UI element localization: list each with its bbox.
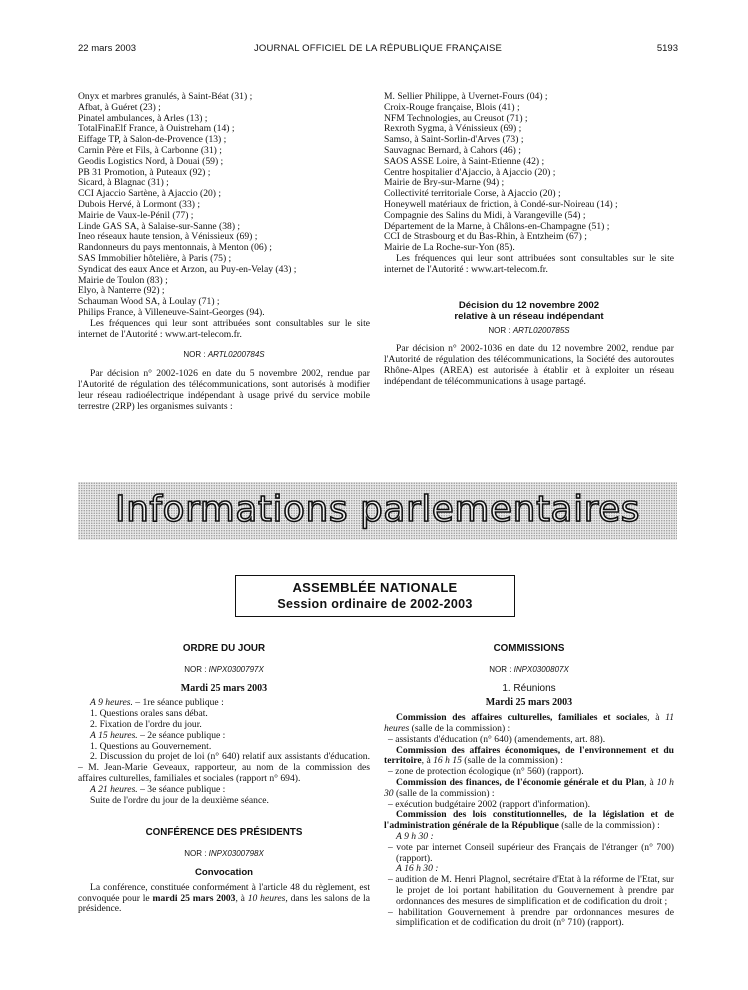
commission-item: – vote par internet Conseil supérieur des Français de l'étranger (n° 700) (rapport). <box>388 841 674 864</box>
nor-reference: NOR : INPX0300807X <box>489 664 569 674</box>
commission-entry: Commission des lois constitutionnelles, de la législation et de l'administration générale de la République (salle de la commission) : <box>384 809 674 832</box>
banner-title: Informations parlementaires <box>114 489 641 530</box>
nor-reference: NOR : ARTL0200784S <box>183 350 265 360</box>
subheading: Convocation <box>194 866 254 878</box>
session-title: Session ordinaire de 2002-2003 <box>277 597 473 611</box>
decision-text: Par décision n° 2002-1036 en date du 12 novembre 2002, rendue par l'Autorité de régulation des télécommunications, la Société des autoroutes Rhône-Alpes (AREA) est autorisée à établir et à exploiter un réseau indépendant de télécommunications à usage partagé. <box>384 343 674 387</box>
sitting-2: A 15 heures. – 2e séance publique : <box>90 729 226 741</box>
list-entry: Rexroth Sygma, à Vénissieux (69) ; <box>384 124 522 135</box>
commission-item: – exécution budgétaire 2002 (rapport d'information). <box>388 798 591 810</box>
ordre-du-jour <box>78 640 370 915</box>
agenda-item: Suite de l'ordre du jour de la deuxième séance. <box>90 794 269 806</box>
list-entry: Carnin Père et Fils, à Carbonne (31) ; <box>78 145 222 156</box>
decision-title: Décision du 12 novembre 2002 relative à un réseau indépendant <box>454 299 604 322</box>
list-entry: Compagnie des Salins du Midi, à Varangeville (54) ; <box>384 210 586 221</box>
section-heading: ORDRE DU JOUR <box>182 643 266 654</box>
list-entry: Eiffage TP, à Salon-de-Provence (13) ; <box>78 135 227 146</box>
list-entry: Sauvagnac Bernard, à Cahors (46) ; <box>384 145 521 156</box>
agenda-item: 1. Questions orales sans débat. <box>90 708 208 720</box>
list-entry: Mairie de Bry-sur-Marne (94) ; <box>384 178 505 189</box>
sitting-3: A 21 heures. – 3e séance publique : <box>90 783 226 795</box>
commission-entry: Commission des finances, de l'économie générale et du Plan, à 10 h 30 (salle de la commission) : <box>384 776 674 799</box>
list-entry: Elyo, à Nanterre (92) ; <box>78 286 165 297</box>
list-entry: CCI de Strasbourg et du Bas-Rhin, à Entzheim (67) ; <box>384 232 587 243</box>
list-entry: NFM Technologies, au Creusot (71) ; <box>384 113 528 124</box>
commission-item: – assistants d'éducation (n° 640) (amendements, art. 88). <box>388 733 606 745</box>
list-entry: Collectivité territoriale Corse, à Ajaccio (20) ; <box>384 189 561 200</box>
nor-reference: NOR : INPX0300797X <box>184 664 264 674</box>
journal-title: JOURNAL OFFICIEL DE LA RÉPUBLIQUE FRANÇAISE <box>253 43 503 54</box>
commission-item: – audition de M. Henri Plagnol, secrétaire d'Etat à la réforme de l'Etat, sur le projet de loi portant habilitation du Gouvernement à prendre par ordonnances des mesures de simplification et de codification du droit ; <box>388 874 674 907</box>
page-number: 5193 <box>656 43 678 54</box>
section-heading: COMMISSIONS <box>493 643 565 654</box>
list-entry: Samso, à Saint-Sorlin-d'Arves (73) ; <box>384 135 524 146</box>
right-top-column <box>384 92 674 388</box>
commission-entry: Commission des affaires économiques, de l'environnement et du territoire, à 16 h 15 (salle de la commission) : <box>384 744 674 767</box>
convocation-text: La conférence, constituée conformément à l'article 48 du règlement, est convoquée pour le mardi 25 mars 2003, à 10 heures, dans les salons de la présidence. <box>78 881 370 915</box>
list-entry: Randonneurs du pays mentonnais, à Menton (06) ; <box>78 243 272 254</box>
list-entry: Syndicat des eaux Ance et Arzon, au Puy-en-Velay (43) ; <box>78 264 297 275</box>
assembly-box <box>235 575 515 617</box>
list-entry: Mairie de Vaux-le-Pénil (77) ; <box>78 210 194 221</box>
list-entry: CCI Ajaccio Sartène, à Ajaccio (20) ; <box>78 189 222 200</box>
page-header <box>78 43 678 57</box>
header-date: 22 mars 2003 <box>78 43 137 54</box>
agenda-item: 1. Questions au Gouvernement. <box>90 740 212 752</box>
list-entry: SAOS ASSE Loire, à Saint-Etienne (42) ; <box>384 156 545 167</box>
list-entry: Geodis Logistics Nord, à Douai (59) ; <box>78 156 224 167</box>
list-entry: TotalFinaElf France, à Ouistreham (14) ; <box>78 124 235 135</box>
section-heading: CONFÉRENCE DES PRÉSIDENTS <box>145 827 303 839</box>
list-entry: Onyx et marbres granulés, à Saint-Béat (31) ; <box>78 92 253 102</box>
list-entry: Linde GAS SA, à Salaise-sur-Sanne (38) ; <box>78 221 241 232</box>
list-entry: Pinatel ambulances, à Arles (13) ; <box>78 113 208 124</box>
time-slot: A 16 h 30 : <box>396 863 439 875</box>
subheading: 1. Réunions <box>502 682 556 694</box>
sitting-1: A 9 heures. – 1re séance publique : <box>90 697 224 709</box>
list-entry: Centre hospitalier d'Ajaccio, à Ajaccio (20) ; <box>384 167 556 178</box>
commission-entry: Commission des affaires culturelles, familiales et sociales, à 11 heures (salle de la commission) : <box>384 712 674 734</box>
authorized-list <box>78 92 370 319</box>
list-entry: Afbat, à Guéret (23) ; <box>78 102 161 113</box>
frequencies-note: Les fréquences qui leur sont attribuées sont consultables sur le site internet de l'Autorité : www.art-telecom.fr. <box>384 252 674 275</box>
sitting-date: Mardi 25 mars 2003 <box>485 697 573 709</box>
list-entry: Mairie de La Roche-sur-Yon (85). <box>384 243 515 254</box>
commission-item: – habilitation Gouvernement à prendre par ordonnances mesures de simplification et de codification du droit (n° 710) (rapport). <box>388 906 674 929</box>
agenda-item: 2. Discussion du projet de loi (n° 640) relatif aux assistants d'éducation. – M. Jean-Marie Geveaux, rapporteur, au nom de la commission des affaires culturelles, familiales et sociales (rapport n° 694). <box>78 751 370 784</box>
list-entry: Mairie de Toulon (83) ; <box>78 275 168 286</box>
list-entry: Ineo réseaux haute tension, à Vénissieux (69) ; <box>78 232 258 243</box>
list-entry: SAS Immobilier hôtelière, à Paris (75) ; <box>78 253 232 264</box>
list-entry: Philips France, à Villeneuve-Saint-Georges (94). <box>78 307 265 318</box>
nor-reference: NOR : ARTL0200785S <box>488 325 570 335</box>
left-top-column <box>78 92 370 412</box>
agenda-item: 2. Fixation de l'ordre du jour. <box>90 718 202 730</box>
list-entry: Département de la Marne, à Châlons-en-Champagne (51) ; <box>384 221 610 232</box>
list-entry: Schauman Wood SA, à Loulay (71) ; <box>78 297 220 308</box>
commission-item: – zone de protection écologique (n° 560) (rapport). <box>388 766 584 778</box>
section-banner <box>78 482 677 540</box>
assembly-title: ASSEMBLÉE NATIONALE <box>292 580 458 595</box>
list-entry: Dubois Hervé, à Lormont (33) ; <box>78 199 201 210</box>
list-entry: M. Sellier Philippe, à Uvernet-Fours (04) ; <box>384 92 548 102</box>
list-entry: Honeywell matériaux de friction, à Condé-sur-Noireau (14) ; <box>384 199 618 210</box>
time-slot: A 9 h 30 : <box>396 830 434 842</box>
commissions <box>384 640 674 929</box>
authorized-list <box>384 92 674 254</box>
list-entry: Croix-Rouge française, Blois (41) ; <box>384 102 520 113</box>
frequencies-note: Les fréquences qui leur sont attribuées sont consultables sur le site internet de l'Autorité : www.art-telecom.fr. <box>78 317 370 340</box>
sitting-date: Mardi 25 mars 2003 <box>180 682 268 694</box>
list-entry: Sicard, à Blagnac (31) ; <box>78 178 169 189</box>
nor-reference: NOR : INPX0300798X <box>184 849 264 859</box>
list-entry: PB 31 Promotion, à Puteaux (92) ; <box>78 167 211 178</box>
decision-text: Par décision n° 2002-1026 en date du 5 novembre 2002, rendue par l'Autorité de régulation des télécommunications, sont autorisés à modifier leur réseau radioélectrique indépendant à usage privé du service mobile terrestre (2RP) les organismes suivants : <box>78 368 370 412</box>
